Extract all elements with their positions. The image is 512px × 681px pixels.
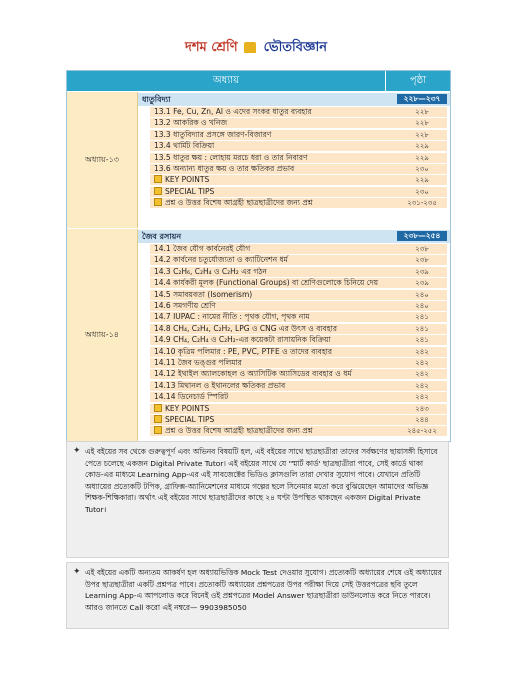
toc-row-page: ২৪০ xyxy=(397,290,447,301)
toc-row-page: ২৩৯ xyxy=(397,267,447,278)
toc-row-text: KEY POINTS xyxy=(165,175,210,185)
toc-row-title xyxy=(150,187,398,198)
toc-row-page: ২৪০ xyxy=(397,301,447,312)
toc-row-text: 14.5 সমাবয়বতা (Isomerism) xyxy=(154,289,253,299)
toc-row xyxy=(138,301,450,311)
toc-row-page: ২২৮ xyxy=(397,107,447,118)
toc-row-title xyxy=(150,130,398,141)
toc-row-title xyxy=(150,392,398,403)
toc-row-page: ২৩১-২৩৫ xyxy=(397,198,447,209)
toc-row-title xyxy=(150,358,398,369)
chapter-13-section xyxy=(138,93,450,107)
toc-row-text: SPECIAL TIPS xyxy=(165,415,215,424)
toc-row-text: 13.6 অন্যান্য ধাতুর ক্ষয় ও তার ক্ষতিকর প্রভাব xyxy=(154,164,295,173)
toc-row-text: SPECIAL TIPS xyxy=(165,186,215,196)
toc-row xyxy=(138,267,450,277)
chapter-column-header: অধ্যায় xyxy=(67,71,385,91)
toc-row xyxy=(138,255,450,265)
toc-row xyxy=(138,278,450,288)
toc-row-text: 14.3 C₂H₆, C₂H₄ ও C₂H₂ এর গঠন xyxy=(154,266,267,276)
toc-row-page: ২২৯ xyxy=(397,175,447,186)
toc-row-text: 14.8 CH₄, C₂H₄, C₂H₂, LPG ও CNG এর উৎস ও ব্যবহার xyxy=(154,323,337,333)
square-bullet-icon xyxy=(154,415,162,423)
toc-row xyxy=(138,426,450,436)
toc-row-title xyxy=(150,278,398,289)
toc-row-text: প্রশ্ন ও উত্তর বিশেষ আগ্রহী ছাত্রছাত্রীদের জন্য প্রশ্ন xyxy=(165,426,313,436)
toc-row-title xyxy=(150,267,398,278)
toc-row xyxy=(138,175,450,185)
toc-row xyxy=(138,107,450,117)
toc-row xyxy=(138,358,450,368)
square-bullet-icon xyxy=(154,175,162,183)
contents-table xyxy=(66,70,451,442)
toc-row-page: ২৪৩ xyxy=(397,404,447,415)
square-bullet-icon xyxy=(154,198,162,206)
square-bullet-icon xyxy=(154,426,162,434)
toc-row xyxy=(138,290,450,300)
toc-row xyxy=(138,369,450,379)
book-logo-icon xyxy=(244,42,256,53)
toc-row-text: 14.11 জৈব ভঙ্গুর পলিমার xyxy=(154,358,242,367)
toc-row xyxy=(138,187,450,197)
toc-row xyxy=(138,312,450,322)
toc-row-title xyxy=(150,255,398,266)
toc-row-title xyxy=(150,107,398,118)
toc-row xyxy=(138,392,450,402)
toc-row xyxy=(138,415,450,425)
toc-row-page: ২৪২ xyxy=(397,392,447,403)
square-bullet-icon xyxy=(154,404,162,412)
star-bullet-icon: ✦ xyxy=(73,567,81,577)
toc-row-title xyxy=(150,198,398,209)
toc-row-page: ২২৮ xyxy=(397,130,447,141)
toc-row-page: ২২৯ xyxy=(397,141,447,152)
toc-row-page: ২৩০ xyxy=(397,164,447,175)
toc-row-page: ২৪২ xyxy=(397,358,447,369)
toc-row-title xyxy=(150,118,398,129)
header-class: দশম শ্রেণি xyxy=(184,40,238,55)
toc-row-title xyxy=(150,175,398,186)
toc-row-title xyxy=(150,312,398,323)
toc-row-text: 14.13 মিথানল ও ইথানলের ক্ষতিকর প্রভাব xyxy=(154,380,286,390)
toc-row-text: 14.6 সমগণীয় শ্রেণি xyxy=(154,301,216,310)
toc-row-title xyxy=(150,153,398,164)
toc-row-text: 13.3 ধাতুবিদ্যার প্রসঙ্গে জারণ-বিজারণ xyxy=(154,129,272,139)
toc-row-text: 14.14 ডিনেচার্ড স্পিরিট xyxy=(154,392,229,402)
toc-row-page: ২৪১ xyxy=(397,312,447,323)
toc-row-text: 13.4 থার্মিট বিক্রিয়া xyxy=(154,141,215,151)
toc-row-page: ২২৮ xyxy=(397,118,447,129)
toc-row-text: 14.4 কার্যকরী মূলক (Functional Groups) বা শ্রেণিগুলোকে চিনিয়ে দেয় xyxy=(154,278,379,288)
toc-row-title xyxy=(150,426,398,437)
toc-row-text: 13.5 ধাতুর ক্ষয় : লোহায় মরচে ধরা ও তার নিবারণ xyxy=(154,152,308,162)
toc-row-title xyxy=(150,381,398,392)
book-header xyxy=(0,38,512,59)
section-pages: ২৩৮—২৫৪ xyxy=(397,231,447,241)
toc-row-page: ২৩০ xyxy=(397,187,447,198)
page-column-header: পৃষ্ঠা xyxy=(386,71,450,91)
toc-row-page: ২৩৮ xyxy=(397,255,447,266)
section-title: জৈব রসায়ন xyxy=(142,232,182,241)
toc-row xyxy=(138,347,450,357)
toc-row-text: 13.1 Fe, Cu, Zn, Al ও এদের সংকর ধাতুর ব্যবহার xyxy=(154,107,312,116)
toc-row-text: 14.12 ইথাইল অ্যালকোহল ও অ্যাসিটিক অ্যাসিডের ব্যবহার ও ধর্ম xyxy=(154,369,352,379)
chapter-13-label: অধ্যায়-১৩ xyxy=(67,92,138,228)
toc-row-page: ২৪১ xyxy=(397,335,447,346)
toc-row-text: 14.2 কার্বনের চতুর্যোজ্যতা ও ক্যাটিনেশন ধর্ম xyxy=(154,255,288,265)
toc-row-page: ২৩৮ xyxy=(397,244,447,255)
digital-tutor-note xyxy=(66,441,449,558)
toc-row-page: ২২৯ xyxy=(397,153,447,164)
toc-row xyxy=(138,198,450,208)
toc-row-text: KEY POINTS xyxy=(165,403,210,413)
mock-test-note xyxy=(66,562,449,629)
toc-row xyxy=(138,164,450,174)
note-text: এই বইয়ের সব থেকে গুরুত্বপূর্ণ এবং অভিনব বিষয়টি হল, এই বইয়ের সাথে ছাত্রছাত্রীরা তাদের সর্বক্ষণের ছায়াসঙ্গী হিসাবে পেতে চলেছে একজন Digital Private Tutor। এই বইয়ের সাথে যে 'স্মার্ট কার্ড' ছাত্রছাত্রীরা পাবে, সেই কার্ডে থাকা কোড-এর মাধ্যমে Learning App-এর এই সাবজেক্টের ভিডিও ক্লাসগুলি তারা দেখার সুযোগ পাবে। যেখানে প্রতিটি অধ্যায়ের প্রত্যেকটি টপিক, গ্রাফিক্স-অ্যানিমেশনের মাধ্যমে গল্পের ছলে সিনেমার মতো করে বুঝিয়েছেন আমাদের অভিজ্ঞ শিক্ষক-শিক্ষিকারা। অর্থাৎ এই বইয়ের সাথে ছাত্রছাত্রীদের কাছে ২৪ ঘণ্টা উপস্থিত থাকছেন একজন Digital Private Tutor। xyxy=(85,447,438,514)
toc-row-page: ২৪২ xyxy=(397,381,447,392)
toc-row xyxy=(138,324,450,334)
toc-row-title xyxy=(150,290,398,301)
square-bullet-icon xyxy=(154,187,162,195)
note-text: এই বইয়ের একটি অন্যতম আকর্ষণ হল অধ্যায়ভিত্তিক Mock Test দেওয়ার সুযোগ। প্রত্যেকটি অধ্যায়ের শেষে ওই অধ্যায়ের উপর ছাত্রছাত্রীরা একটি প্রশ্নপত্র পাবে। প্রত্যেকটি অধ্যায়ের প্রশ্নপত্রের উপর পরীক্ষা দিয়ে সেই উত্তরপত্রের ছবি তুলে Learning App-এ আপলোড করে বিনেই ওই প্রশ্নপত্রের Model Answer ছাত্রছাত্রীরা ডাউনলোড করে নিতে পারবে। আরও জানতে Call করো এই নম্বরে— 9903985050 xyxy=(85,568,442,612)
toc-row-page: ২৪২ xyxy=(397,369,447,380)
toc-row xyxy=(138,118,450,128)
toc-row xyxy=(138,404,450,414)
toc-row-page: ২৪২ xyxy=(397,347,447,358)
section-title: ধাতুবিদ্যা xyxy=(142,95,171,104)
toc-row-page: ২৪১ xyxy=(397,324,447,335)
toc-row xyxy=(138,153,450,163)
toc-row-text: 13.2 আকরিক ও খনিজ xyxy=(154,118,228,128)
toc-row-title xyxy=(150,301,398,312)
toc-row xyxy=(138,381,450,391)
toc-row xyxy=(138,141,450,151)
toc-row-title xyxy=(150,164,398,175)
chapter-14-section xyxy=(138,230,450,244)
toc-row xyxy=(138,335,450,345)
toc-row-text: 14.1 জৈব যৌগ কার্বনেরই যৌগ xyxy=(154,244,251,253)
toc-row-title xyxy=(150,347,398,358)
toc-row-title xyxy=(150,244,398,255)
toc-row-page: ২৩৯ xyxy=(397,278,447,289)
toc-row-title xyxy=(150,324,398,335)
star-bullet-icon: ✦ xyxy=(73,446,81,456)
toc-row-title xyxy=(150,369,398,380)
toc-row xyxy=(138,244,450,254)
toc-row-title xyxy=(150,335,398,346)
header-subject: ভৌতবিজ্ঞান xyxy=(263,40,327,55)
toc-row-title xyxy=(150,415,398,426)
toc-row-text: প্রশ্ন ও উত্তর বিশেষ আগ্রহী ছাত্রছাত্রীদের জন্য প্রশ্ন xyxy=(165,198,313,208)
toc-row xyxy=(138,130,450,140)
toc-row-title xyxy=(150,141,398,152)
toc-row-text: 14.9 CH₄, C₂H₄ ও C₂H₂-এর কয়েকটা রাসায়নিক বিক্রিয়া xyxy=(154,335,331,345)
toc-row-title xyxy=(150,404,398,415)
toc-row-page: ২৪৫-২৫২ xyxy=(397,426,447,437)
toc-row-page: ২৪৪ xyxy=(397,415,447,426)
section-pages: ২২৮—২৩৭ xyxy=(397,94,447,104)
toc-row-text: 14.10 কৃত্রিম পলিমার : PE, PVC, PTFE ও তাদের ব্যবহার xyxy=(154,346,333,356)
chapter-14-label: অধ্যায়-১৪ xyxy=(67,229,138,441)
toc-row-text: 14.7 IUPAC : নামের নীতি : পৃথক যৌগ, পৃথক নাম xyxy=(154,312,310,322)
